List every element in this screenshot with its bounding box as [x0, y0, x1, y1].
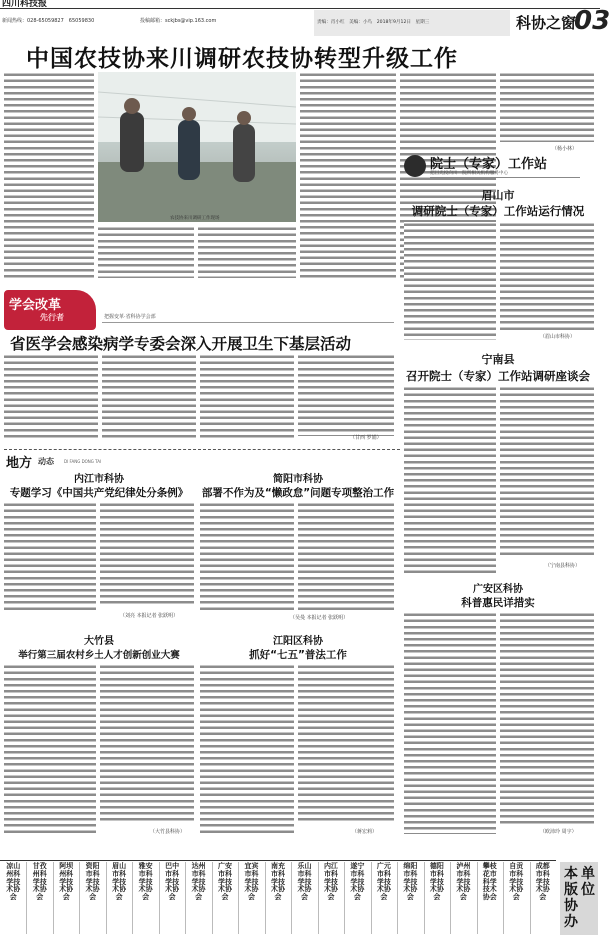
lead-byline: （杨小林）	[552, 146, 578, 152]
unit-separator	[530, 862, 531, 934]
unit-separator	[397, 862, 398, 934]
meishan-body-col-2	[500, 222, 594, 330]
greenhouse-illustration	[98, 72, 296, 222]
co-organizer-unit: 眉山市科学技术协会	[112, 861, 127, 902]
unit-separator	[79, 862, 80, 934]
lead-body-col-4	[300, 72, 396, 278]
unit-separator	[424, 862, 425, 934]
unit-separator	[212, 862, 213, 934]
unit-separator	[344, 862, 345, 934]
society-logo-main: 学会改革	[9, 298, 62, 313]
phone-line: 新闻热线：028-65059827 65059830	[2, 18, 95, 24]
meishan-region: 眉山市	[481, 189, 515, 202]
society-body-col-1	[4, 354, 98, 440]
jiangyang-body-col-1	[200, 664, 294, 834]
co-organizer-label-box	[560, 862, 598, 935]
unit-separator	[477, 862, 478, 934]
society-rule	[102, 322, 394, 323]
neijiang-byline: （刘亮 本报记者 张跃明）	[120, 613, 179, 619]
neijiang-region: 内江市科协	[74, 474, 124, 485]
dazhu-title: 举行第三届农村乡土人才创新创业大赛	[18, 650, 180, 661]
unit-separator	[265, 862, 266, 934]
page-number: 03	[574, 6, 610, 36]
editor-box	[314, 10, 510, 36]
co-organizer-unit: 乐山市科学技术协会	[297, 861, 312, 902]
co-organizer-unit: 攀枝花市科学技术协会	[482, 861, 497, 902]
lead-body-col-1	[4, 72, 94, 278]
co-organizer-unit: 广元市科学技术协会	[376, 861, 391, 902]
co-organizer-unit: 绵阳市科学技术协会	[403, 861, 418, 902]
academician-banner-sub: 把目光投向川 院所相关机构服务中心	[430, 170, 580, 178]
academician-banner: 院士（专家）工作站	[430, 157, 548, 172]
co-organizer-unit: 雅安市科学技术协会	[138, 861, 153, 902]
co-organizer-unit: 内江市科学技术协会	[323, 861, 338, 902]
co-organizer-unit: 巴中市科学技术协会	[165, 861, 180, 902]
jiangyang-body-col-2	[298, 664, 394, 824]
unit-separator	[371, 862, 372, 934]
lead-body-col-6	[500, 72, 594, 142]
co-organizer-unit: 德阳市科学技术协会	[429, 861, 444, 902]
meishan-body-col-1	[404, 222, 496, 340]
meishan-title: 调研院士（专家）工作站运行情况	[411, 204, 585, 218]
co-organizer-label-b: 单位	[581, 866, 595, 898]
local-rule	[4, 449, 400, 450]
co-organizer-unit: 南充市科学技术协会	[271, 861, 285, 902]
unit-separator	[106, 862, 107, 934]
co-organizer-unit: 自贡市科学技术协会	[509, 861, 524, 902]
jianyang-title: 部署不作为及“懒政怠”问题专项整治工作	[201, 487, 395, 499]
unit-separator	[132, 862, 133, 934]
academician-icon	[404, 155, 426, 177]
unit-separator	[318, 862, 319, 934]
guangan-title: 科普惠民详措实	[461, 597, 535, 609]
society-subtitle: 把握变革·省科协学会部	[104, 314, 156, 320]
co-organizer-unit: 凉山州科学技术协会	[6, 861, 21, 902]
ningnan-title: 召开院士（专家）工作站调研座谈会	[406, 369, 590, 383]
dazhu-region: 大竹县	[84, 636, 114, 647]
jiangyang-title: 抓好“七五”普法工作	[249, 649, 347, 661]
neijiang-body-col-2	[100, 502, 194, 606]
unit-separator	[450, 862, 451, 934]
lead-photo	[98, 72, 296, 222]
local-label: 地方	[6, 456, 33, 471]
co-organizer-unit: 宜宾市科学技术协会	[244, 861, 259, 902]
ningnan-region: 宁南县	[481, 353, 515, 366]
neijiang-body-col-1	[4, 502, 96, 612]
unit-separator	[185, 862, 186, 934]
society-body-col-2	[102, 354, 196, 440]
dazhu-body-col-2	[100, 664, 194, 824]
co-organizer-unit: 泸州市科学技术协会	[456, 861, 471, 902]
co-organizer-unit: 甘孜州科学技术协会	[32, 861, 47, 902]
editor-info: 责编：肖小红 美编：小鸟 2018年9月12日 星期三	[317, 20, 430, 25]
unit-separator	[238, 862, 239, 934]
unit-separator	[503, 862, 504, 934]
unit-separator	[26, 862, 27, 934]
guangan-byline: （欧沛玲 周宇）	[540, 829, 577, 835]
guangan-body-col-2	[500, 612, 594, 826]
guangan-region: 广安区科协	[473, 584, 523, 595]
email-line: 投稿邮箱：sckjbs@vip.163.com	[140, 18, 217, 24]
society-body-col-3	[200, 354, 294, 440]
co-organizer-unit: 广安市科学技术协会	[218, 861, 233, 902]
society-byline: （甘西 罗娟）	[350, 435, 382, 441]
meishan-byline: （眉山市科协）	[540, 334, 576, 340]
guangan-body-col-1	[404, 612, 496, 834]
top-rule	[0, 0, 600, 9]
co-organizer-unit: 阿坝州科学技术协会	[59, 861, 74, 902]
jiangyang-byline: （蒋宏莉）	[352, 829, 378, 835]
jianyang-body-col-2	[298, 502, 394, 612]
neijiang-title: 专题学习《中国共产党纪律处分条例》	[9, 487, 189, 499]
lead-photo-caption: 农技协来川调研工作现场	[170, 216, 220, 221]
ningnan-byline: （宁南县科协）	[545, 563, 581, 569]
co-organizer-unit: 遂宁市科学技术协会	[350, 861, 365, 902]
co-organizer-unit: 成都市科学技术协会	[535, 861, 550, 902]
dazhu-byline: （大竹县科协）	[150, 829, 186, 835]
section-title: 科协之窗	[516, 14, 577, 32]
jianyang-body-col-1	[200, 502, 294, 612]
newspaper-name: 四川科技报	[2, 0, 48, 9]
ningnan-body-col-2	[500, 386, 594, 558]
co-organizer-unit: 资阳市科学技术协会	[85, 861, 100, 902]
society-headline: 省医学会感染病学专委会深入开展卫生下基层活动	[10, 335, 352, 353]
lead-headline: 中国农技协来川调研农技协转型升级工作	[26, 46, 458, 72]
lead-body-col-2	[98, 226, 194, 278]
co-organizer-unit: 达州市科学技术协会	[191, 861, 206, 902]
unit-separator	[53, 862, 54, 934]
ningnan-body-col-1	[404, 386, 496, 574]
local-pinyin: DI FANG DONG TAI	[64, 459, 102, 464]
dazhu-body-col-1	[4, 664, 96, 834]
lead-body-col-3	[198, 226, 296, 278]
society-logo-sub: 先行者	[40, 313, 64, 322]
local-label-2: 动态	[38, 457, 54, 466]
jianyang-region: 简阳市科协	[273, 474, 323, 485]
jiangyang-region: 江阳区科协	[273, 636, 323, 647]
unit-separator	[159, 862, 160, 934]
co-organizer-label-a: 本版协办	[564, 866, 578, 930]
jianyang-byline: （吴曼 本报记者 张跃明）	[290, 615, 349, 621]
unit-separator	[291, 862, 292, 934]
society-body-col-4	[298, 354, 394, 436]
society-reform-logo	[4, 290, 96, 330]
